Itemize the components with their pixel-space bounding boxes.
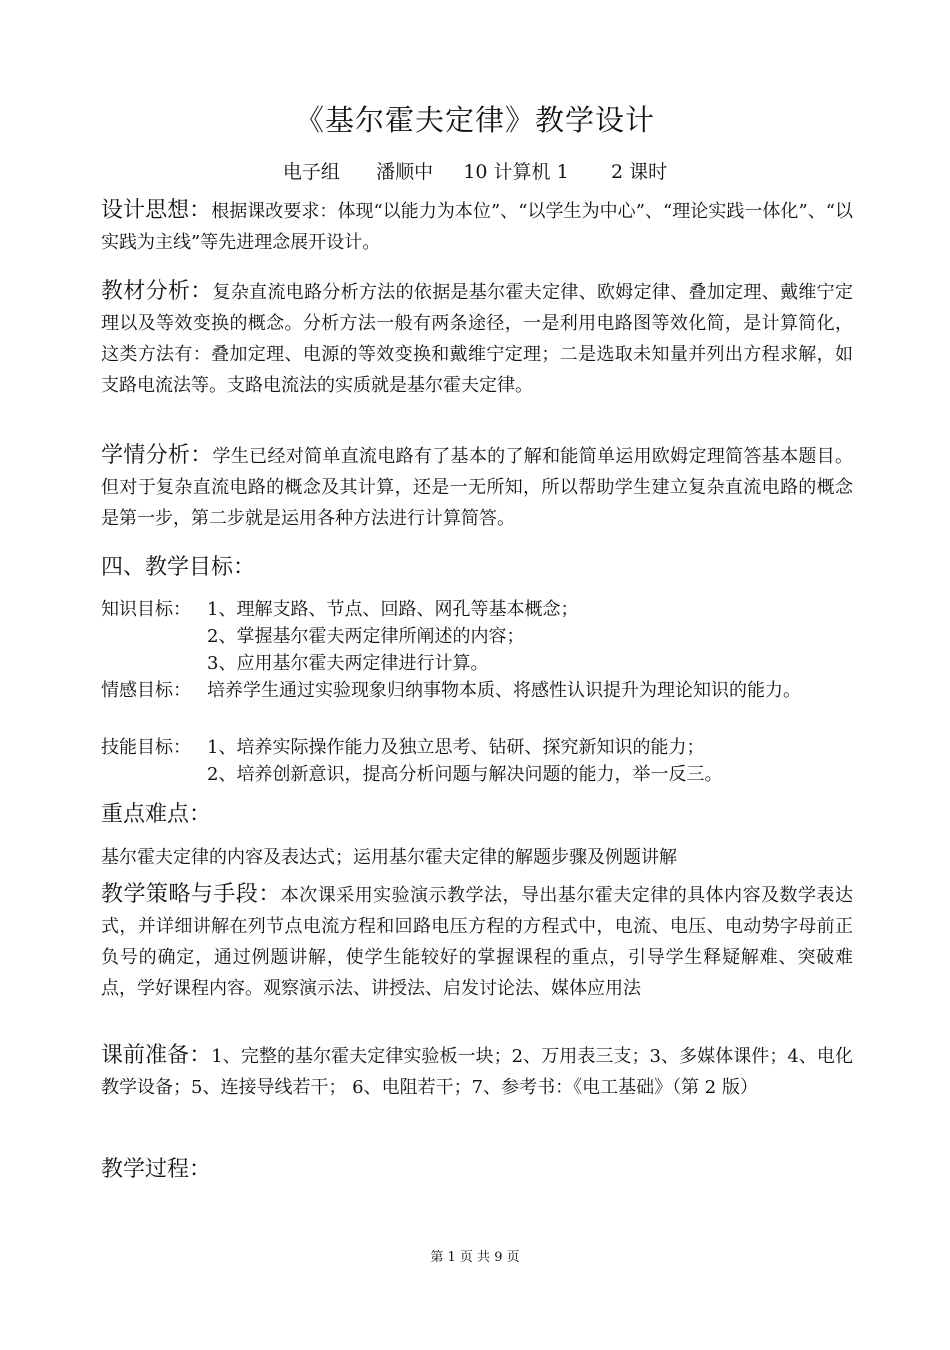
knowledge-goal-row-3 xyxy=(101,649,853,678)
material-analysis-section xyxy=(101,276,853,401)
student-analysis-heading: 学情分析： xyxy=(101,443,213,468)
design-thought-text: 根据课改要求：体现“以能力为本位”、“以学生为中心”、“理论实践一体化”、“以实践为主线”等先进理念展开设计。 xyxy=(101,201,853,253)
knowledge-goal-row-1 xyxy=(101,595,853,624)
emotion-goal-row xyxy=(101,676,853,705)
strategy-section xyxy=(101,879,853,1004)
skill-goal-1: 1、培养实际操作能力及独立思考、钻研、探究新知识的能力； xyxy=(207,737,705,758)
material-analysis-heading: 教材分析： xyxy=(101,279,213,304)
teaching-goals-heading: 四、教学目标： xyxy=(101,555,256,580)
emotion-goal-1: 培养学生通过实验现象归纳事物本质、将感性认识提升为理论知识的能力。 xyxy=(207,680,801,701)
preparation-heading: 课前准备： xyxy=(101,1043,212,1068)
student-analysis-text: 学生已经对简单直流电路有了基本的了解和能简单运用欧姆定理简答基本题目。但对于复杂直流电路的概念及其计算，还是一无所知，所以帮助学生建立复杂直流电路的概念是第一步，第二步就是运用各种方法进行计算简答。 xyxy=(101,446,853,529)
knowledge-goal-3: 3、应用基尔霍夫两定律进行计算。 xyxy=(207,653,489,674)
material-analysis-text: 复杂直流电路分析方法的依据是基尔霍夫定律、欧姆定律、叠加定理、戴维宁定理以及等效变换的概念。分析方法一般有两条途径，一是利用电路图等效化简，是计算简化，这类方法有：叠加定理、电源的等效变换和戴维宁定理；二是选取未知量并列出方程求解，如支路电流法等。支路电流法的实质就是基尔霍夫定律。 xyxy=(101,282,853,396)
design-thought-heading: 设计思想： xyxy=(101,198,212,223)
key-points-heading: 重点难点： xyxy=(101,802,212,827)
page-footer: 第 1 页 共 9 页 xyxy=(430,1250,520,1265)
preparation-section xyxy=(101,1040,853,1103)
strategy-heading: 教学策略与手段： xyxy=(101,882,281,907)
knowledge-goal-1: 1、理解支路、节点、回路、网孔等基本概念； xyxy=(207,599,579,620)
document-title: 《基尔霍夫定律》教学设计 xyxy=(294,103,655,137)
teaching-process-heading: 教学过程： xyxy=(101,1157,212,1182)
knowledge-goal-2: 2、掌握基尔霍夫两定律所阐述的内容； xyxy=(207,626,525,647)
skill-goal-row-1 xyxy=(101,733,853,762)
preparation-text: 1、完整的基尔霍夫定律实验板一块；2、万用表三支；3、多媒体课件；4、电化教学设备；5、连接导线若干； 6、电阻若干；7、参考书：《电工基础》（第 2 版） xyxy=(101,1046,853,1098)
key-points-text: 基尔霍夫定律的内容及表达式；运用基尔霍夫定律的解题步骤及例题讲解 xyxy=(101,847,677,868)
skill-goal-label: 技能目标： xyxy=(101,737,191,758)
emotion-goal-label: 情感目标： xyxy=(101,680,191,701)
document-subtitle: 电子组 潘顺中 10 计算机 1 2 课时 xyxy=(282,161,668,183)
skill-goal-row-2 xyxy=(101,760,853,789)
design-thought-section xyxy=(101,195,853,258)
skill-goal-2: 2、培养创新意识，提高分析问题与解决问题的能力，举一反三。 xyxy=(207,764,723,785)
knowledge-goal-label: 知识目标： xyxy=(101,599,191,620)
strategy-text: 本次课采用实验演示教学法，导出基尔霍夫定律的具体内容及数学表达式，并详细讲解在列节点电流方程和回路电压方程的方程式中，电流、电压、电动势字母前正负号的确定，通过例题讲解，使学生能较好的掌握课程的重点，引导学生释疑解难、突破难点，学好课程内容。观察演示法、讲授法、启发讨论法、媒体应用法 xyxy=(101,885,853,999)
student-analysis-section xyxy=(101,440,853,534)
knowledge-goal-row-2 xyxy=(101,622,853,651)
